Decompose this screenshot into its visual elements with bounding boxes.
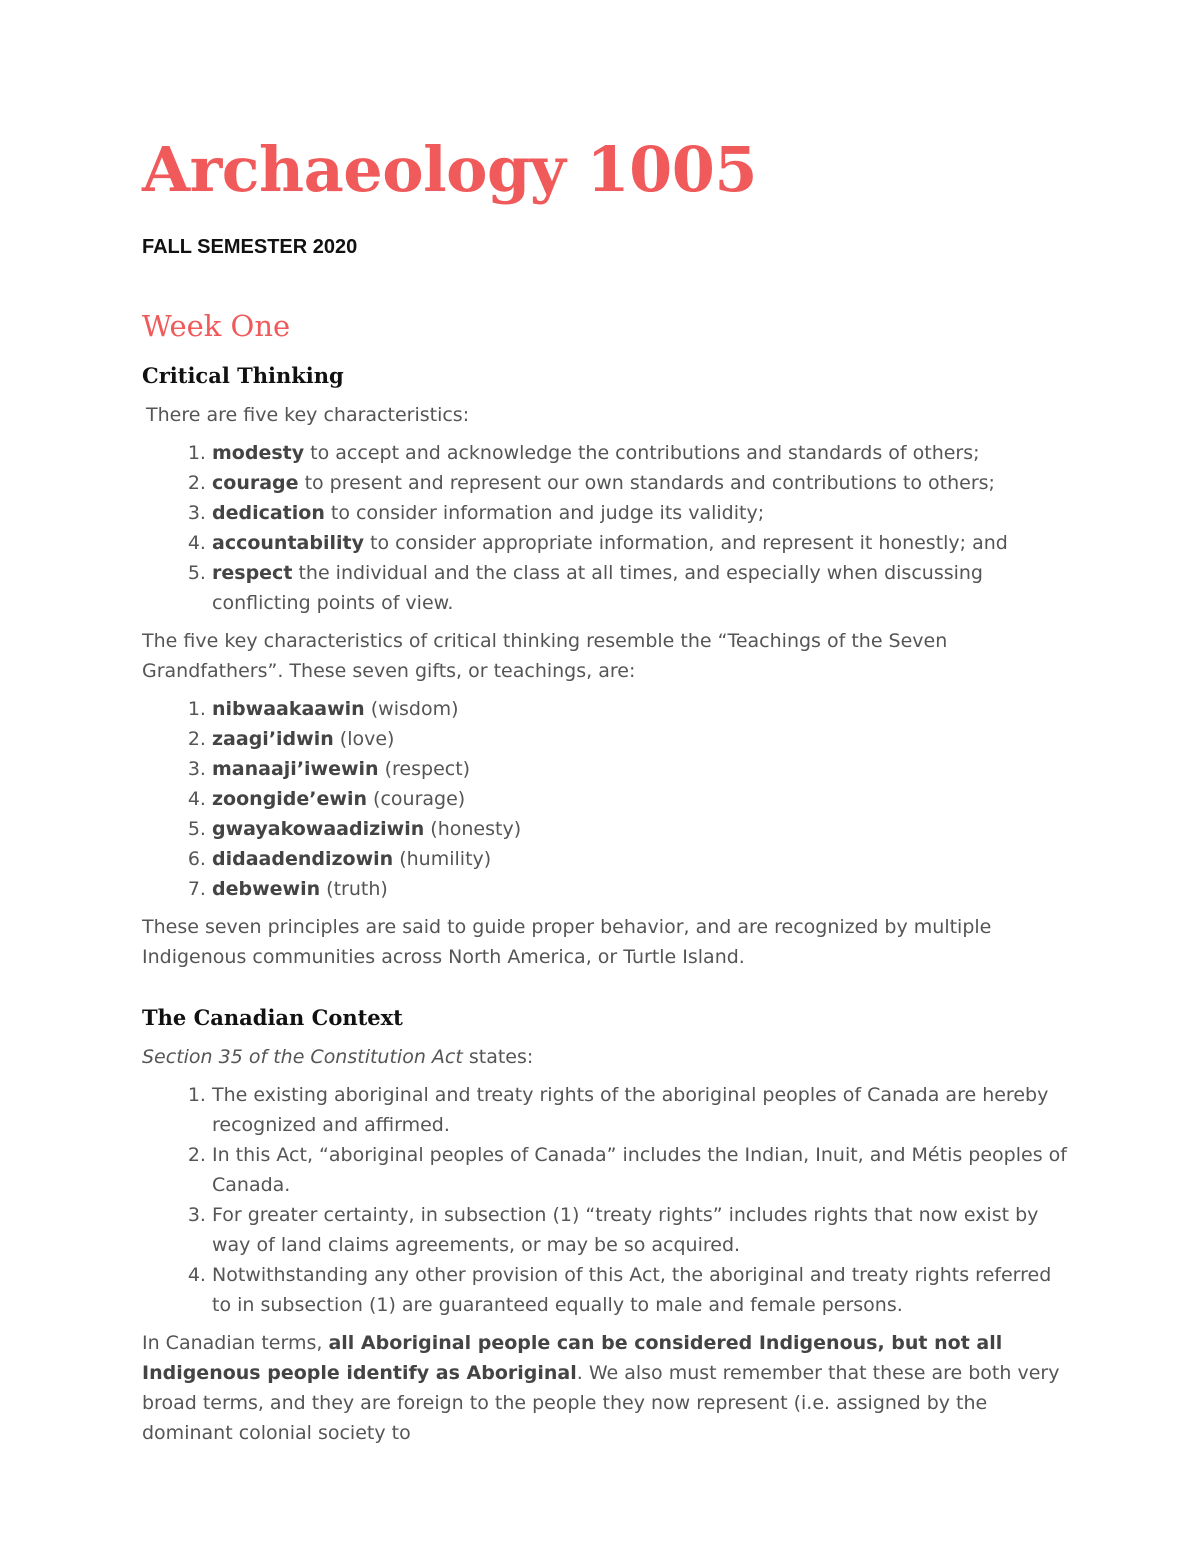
list-item-term: didaadendizowin bbox=[212, 848, 394, 870]
list-item-text: (truth) bbox=[320, 878, 388, 900]
terms-rest: . We also must remember that these are both very broad terms, and they are foreign to the people they now represent (i.e. assigned by the dominant colonial society to bbox=[142, 1362, 1060, 1444]
list-item bbox=[212, 754, 1072, 784]
list-item: 4. Notwithstanding any other provision of this Act, the aboriginal and treaty rights referred to in subsection (1) are guaranteed equally to male and female persons. bbox=[212, 1260, 1072, 1320]
list-item-text: (wisdom) bbox=[364, 698, 459, 720]
list-item-text: to accept and acknowledge the contributions and standards of others; bbox=[304, 442, 980, 464]
list-item bbox=[212, 814, 1072, 844]
document-page bbox=[142, 130, 1072, 1448]
list-item bbox=[212, 694, 1072, 724]
list-item-term: nibwaakaawin bbox=[212, 698, 365, 720]
list-item-text: to consider appropriate information, and represent it honestly; and bbox=[363, 532, 1008, 554]
list-item bbox=[212, 724, 1072, 754]
list-item bbox=[212, 438, 1072, 468]
terms-bold: all Aboriginal people can be considered Indigenous, but not all Indigenous people identify as Aboriginal bbox=[142, 1332, 1003, 1384]
list-item-term: dedication bbox=[212, 502, 325, 524]
list-item bbox=[212, 844, 1072, 874]
constitution-act-citation: Section 35 of the Constitution Act bbox=[142, 1046, 463, 1068]
week-heading: Week One bbox=[142, 309, 291, 343]
list-item-text: (honesty) bbox=[424, 818, 522, 840]
critical-thinking-heading: Critical Thinking bbox=[142, 363, 344, 388]
list-item-term: zaagi’idwin bbox=[212, 728, 334, 750]
terms-paragraph bbox=[142, 1328, 1072, 1448]
teachings-list bbox=[142, 694, 1072, 904]
document-subtitle: FALL SEMESTER 2020 bbox=[142, 236, 358, 258]
list-item-text: (courage) bbox=[367, 788, 466, 810]
document-title: Archaeology 1005 bbox=[142, 133, 757, 206]
teachings-closing-paragraph: These seven principles are said to guide proper behavior, and are recognized by multiple Indigenous communities across North America, or Turtle Island. bbox=[142, 916, 992, 968]
characteristics-list bbox=[142, 438, 1072, 618]
terms-start: In Canadian terms, bbox=[142, 1332, 329, 1354]
teachings-intro-paragraph: The five key characteristics of critical thinking resemble the “Teachings of the Seven Grandfathers”. These seven gifts, or teachings, are: bbox=[142, 630, 948, 682]
list-item bbox=[212, 468, 1072, 498]
canadian-context-heading: The Canadian Context bbox=[142, 1005, 403, 1030]
intro-rest: states: bbox=[462, 1046, 534, 1068]
list-item-term: respect bbox=[212, 562, 293, 584]
critical-thinking-intro: There are five key characteristics: bbox=[146, 404, 470, 426]
list-item bbox=[212, 874, 1072, 904]
section-35-intro bbox=[142, 1042, 1072, 1072]
section-35-list bbox=[142, 1080, 1072, 1320]
list-item: 1. The existing aboriginal and treaty rights of the aboriginal peoples of Canada are hereby recognized and affirmed. bbox=[212, 1080, 1072, 1140]
list-item-term: debwewin bbox=[212, 878, 321, 900]
list-item bbox=[212, 558, 1072, 618]
list-item bbox=[212, 784, 1072, 814]
list-item-term: zoongide’ewin bbox=[212, 788, 367, 810]
list-item-text: to present and represent our own standards and contributions to others; bbox=[298, 472, 995, 494]
list-item-text: the individual and the class at all times, and especially when discussing conflicting points of view. bbox=[212, 562, 983, 614]
list-item-text: to consider information and judge its validity; bbox=[324, 502, 765, 524]
list-item bbox=[212, 498, 1072, 528]
list-item-term: courage bbox=[212, 472, 299, 494]
list-item-term: manaaji’iwewin bbox=[212, 758, 379, 780]
list-item-text: (humility) bbox=[393, 848, 492, 870]
list-item: 3. For greater certainty, in subsection (1) “treaty rights” includes rights that now exist by way of land claims agreements, or may be so acquired. bbox=[212, 1200, 1072, 1260]
list-item bbox=[212, 528, 1072, 558]
list-item-term: accountability bbox=[212, 532, 364, 554]
list-item-text: (love) bbox=[333, 728, 395, 750]
list-item-term: modesty bbox=[212, 442, 305, 464]
list-item-text: (respect) bbox=[378, 758, 471, 780]
list-item-term: gwayakowaadiziwin bbox=[212, 818, 425, 840]
list-item: 2. In this Act, “aboriginal peoples of Canada” includes the Indian, Inuit, and Métis peoples of Canada. bbox=[212, 1140, 1072, 1200]
